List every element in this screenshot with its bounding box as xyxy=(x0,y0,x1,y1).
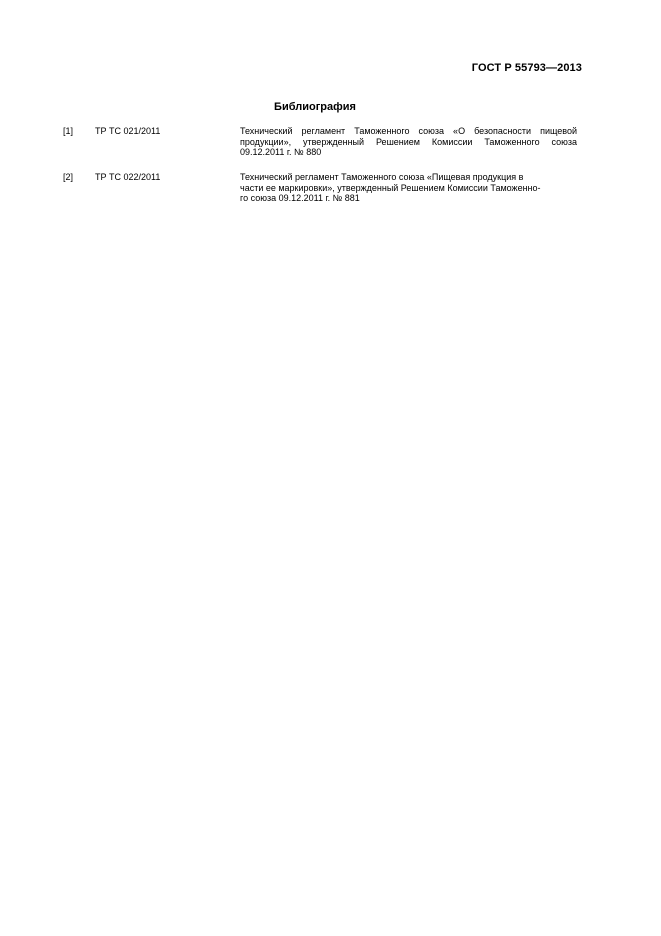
entry-number: [1] xyxy=(63,126,74,136)
document-standard-code: ГОСТ Р 55793—2013 xyxy=(471,62,582,74)
entry-number: [2] xyxy=(63,172,74,182)
entry-description-line: продукции», утвержденный Решением Комиссии Таможенного союза xyxy=(240,136,577,147)
entry-description-line: 09.12.2011 г. № 880 xyxy=(240,147,322,157)
entry-regulation-code: ТР ТС 022/2011 xyxy=(95,172,161,182)
bibliography-entry-1 xyxy=(63,126,577,172)
bibliography-list xyxy=(63,126,577,218)
entry-description-line: го союза 09.12.2011 г. № 881 xyxy=(240,193,360,203)
entry-regulation-code: ТР ТС 021/2011 xyxy=(95,126,161,136)
entry-description-line: части ее маркировки», утвержденный Решением Комиссии Таможенно- xyxy=(240,182,541,193)
entry-description-line: Технический регламент Таможенного союза «Пищевая продукция в xyxy=(240,172,524,182)
bibliography-entry-2 xyxy=(63,172,577,218)
entry-description xyxy=(240,172,577,204)
bibliography-title: Библиография xyxy=(274,101,356,113)
entry-description-line: Технический регламент Таможенного союза «О безопасности пищевой xyxy=(240,126,577,136)
entry-description xyxy=(240,126,577,158)
